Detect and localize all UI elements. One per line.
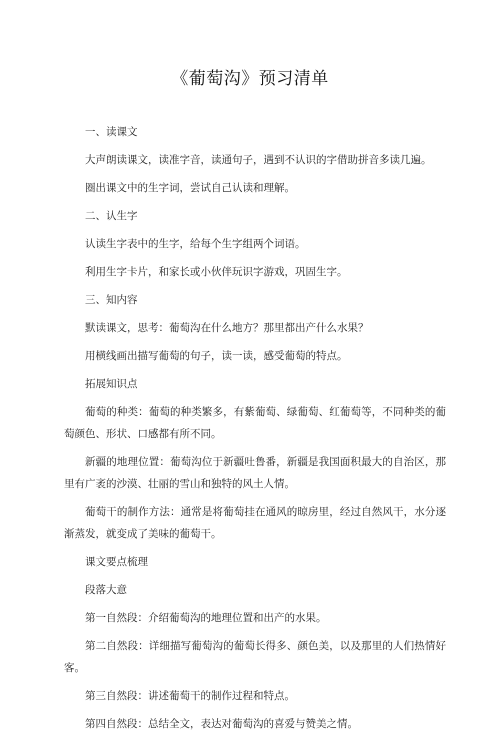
document-title: 《葡萄沟》预习清单 bbox=[171, 69, 329, 89]
section-heading-content: 三、知内容 bbox=[85, 294, 138, 306]
paragraph: 圈出课文中的生字词，尝试自己认读和理解。 bbox=[85, 182, 295, 194]
paragraph: 认读生字表中的生字，给每个生字组两个词语。 bbox=[85, 238, 306, 250]
paragraph: 第三自然段：讲述葡萄干的制作过程和特点。 bbox=[85, 690, 295, 702]
paragraph: 葡萄干的制作方法：通常是将葡萄挂在通风的晾房里，经过自然风干，水分逐渐蒸发，就变成了美味的葡萄干。 bbox=[64, 506, 446, 540]
section-heading-characters: 二、认生字 bbox=[85, 210, 138, 222]
paragraph: 默读课文，思考：葡萄沟在什么地方？那里都出产什么水果？ bbox=[85, 322, 369, 334]
document-body bbox=[64, 121, 446, 741]
paragraph: 新疆的地理位置：葡萄沟位于新疆吐鲁番，新疆是我国面积最大的自治区，那里有广袤的沙漠、壮丽的雪山和独特的风土人情。 bbox=[64, 456, 446, 490]
paragraph: 葡萄的种类：葡萄的种类繁多，有紫葡萄、绿葡萄、红葡萄等，不同种类的葡萄颜色、形状、口感都有所不同。 bbox=[64, 406, 446, 440]
paragraph: 第一自然段：介绍葡萄沟的地理位置和出产的水果。 bbox=[85, 612, 327, 624]
paragraph: 利用生字卡片，和家长或小伙伴玩识字游戏，巩固生字。 bbox=[85, 266, 348, 278]
section-heading-paragraph-summary: 段落大意 bbox=[85, 584, 127, 596]
paragraph: 用横线画出描写葡萄的句子，读一读，感受葡萄的特点。 bbox=[85, 350, 348, 362]
section-heading-extended-knowledge: 拓展知识点 bbox=[85, 378, 138, 390]
section-heading-read: 一、读课文 bbox=[85, 126, 138, 138]
section-heading-key-points: 课文要点梳理 bbox=[85, 556, 148, 568]
paragraph: 第四自然段：总结全文，表达对葡萄沟的喜爱与赞美之情。 bbox=[85, 718, 358, 730]
paragraph: 大声朗读课文，读准字音，读通句子，遇到不认识的字借助拼音多读几遍。 bbox=[85, 154, 432, 166]
paragraph: 第二自然段：详细描写葡萄沟的葡萄长得多、颜色美，以及那里的人们热情好客。 bbox=[64, 640, 446, 674]
